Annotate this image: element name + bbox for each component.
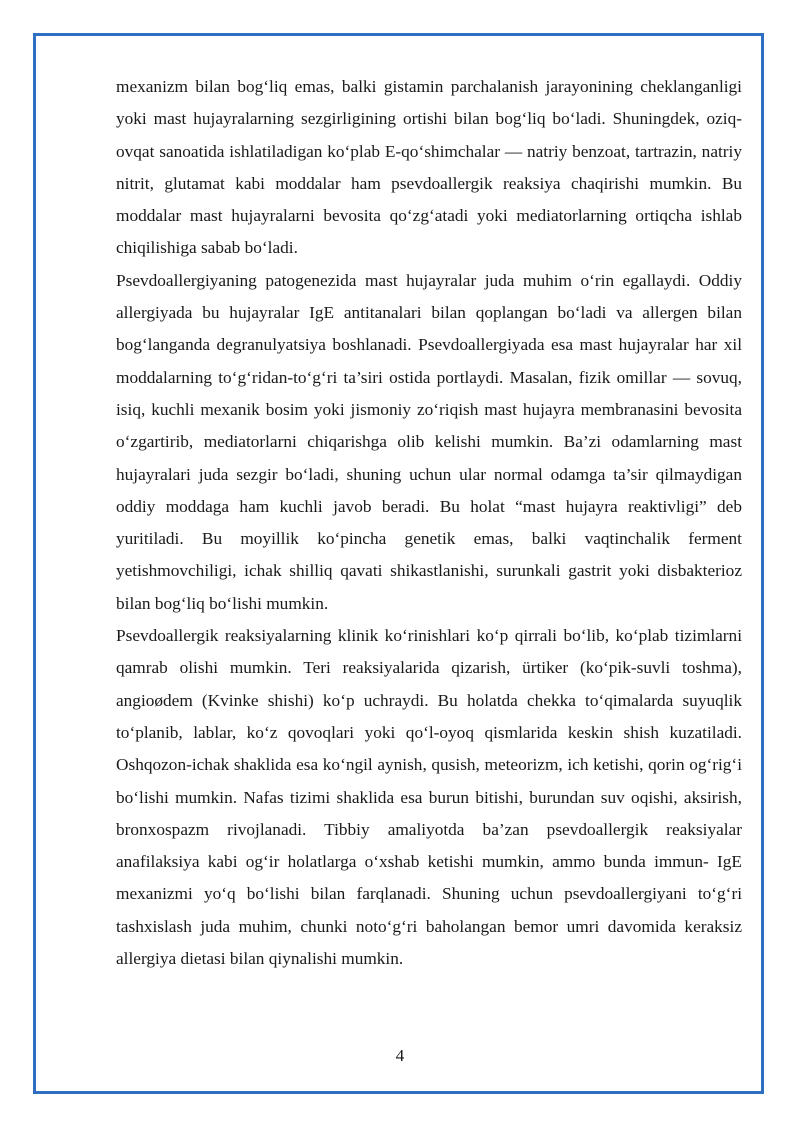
paragraph-1: mexanizm bilan bog‘liq emas, balki gistamin parchalanish jarayonining cheklanganligi yoki mast hujayralarning sezgirligining ortishi bilan bog‘liq bo‘ladi. Shuningdek, oziq-ovqat sanoatida ishlatiladigan ko‘plab E-qo‘shimchalar — natriy benzoat, tartrazin, natriy nitrit, glutamat kabi moddalar ham psevdoallergik reaksiya chaqirishi mumkin. Bu moddalar mast hujayralarni bevosita qo‘zg‘atadi yoki mediatorlarning ortiqcha ishlab chiqilishiga sabab bo‘ladi.	[116, 77, 742, 258]
paragraph-2: Psevdoallergiyaning patogenezida mast hujayralar juda muhim o‘rin egallaydi. Oddiy allergiyada bu hujayralar IgE antitanalari bilan qoplangan bo‘ladi va allergen bilan bog‘langanda degranulyatsiya boshlanadi. Psevdoallergiyada esa mast hujayralar har xil moddalarning to‘g‘ridan-to‘g‘ri ta’siri ostida portlaydi. Masalan, fizik omillar — sovuq, isiq, kuchli mexanik bosim yoki jismoniy zo‘riqish mast hujayra membranasini bevosita o‘zgartirib, mediatorlarni chiqarishga olib kelishi mumkin. Ba’zi odamlarning mast hujayralari juda sezgir bo‘ladi, shuning uchun ular normal odamga ta’sir qilmaydigan oddiy moddaga ham kuchli javob beradi. Bu holat “mast hujayra reaktivligi” deb yuritiladi. Bu moyillik ko‘pincha genetik emas, balki vaqtinchalik ferment yetishmovchiligi, ichak shilliq qavati shikastlanishi, surunkali gastrit yoki disbakterioz bilan bog‘liq bo‘lishi mumkin.	[116, 270, 742, 613]
document-body	[116, 71, 742, 975]
paragraph-3: Psevdoallergik reaksiyalarning klinik ko‘rinishlari ko‘p qirrali bo‘lib, ko‘plab tizimlarni qamrab olishi mumkin. Teri reaksiyalarida qizarish, ürtiker (ko‘pik-suvli toshma), angioødem (Kvinke shishi) ko‘p uchraydi. Bu holatda chekka to‘qimalarda suyuqlik to‘planib, lablar, ko‘z qovoqlari yoki qo‘l-oyoq qismlarida keskin shish kuzatiladi. Oshqozon-ichak shaklida esa ko‘ngil aynish, qusish, meteorizm, ich ketishi, qorin og‘rig‘i bo‘lishi mumkin. Nafas tizimi shaklida esa burun bitishi, burundan suv oqishi, aksirish, bronxospazm rivojlanadi. Tibbiy amaliyotda ba’zan psevdoallergik reaksiyalar anafilaksiya kabi og‘ir holatlarga o‘xshab ketishi mumkin, ammo bunda immun- IgE mexanizmi yo‘q bo‘lishi bilan farqlanadi. Shuning uchun psevdoallergiyani to‘g‘ri tashxislash juda muhim, chunki noto‘g‘ri baholangan bemor umri davomida keraksiz allergiya dietasi bilan qiynalishi mumkin.	[116, 626, 742, 969]
page-number: 4	[395, 1046, 405, 1065]
